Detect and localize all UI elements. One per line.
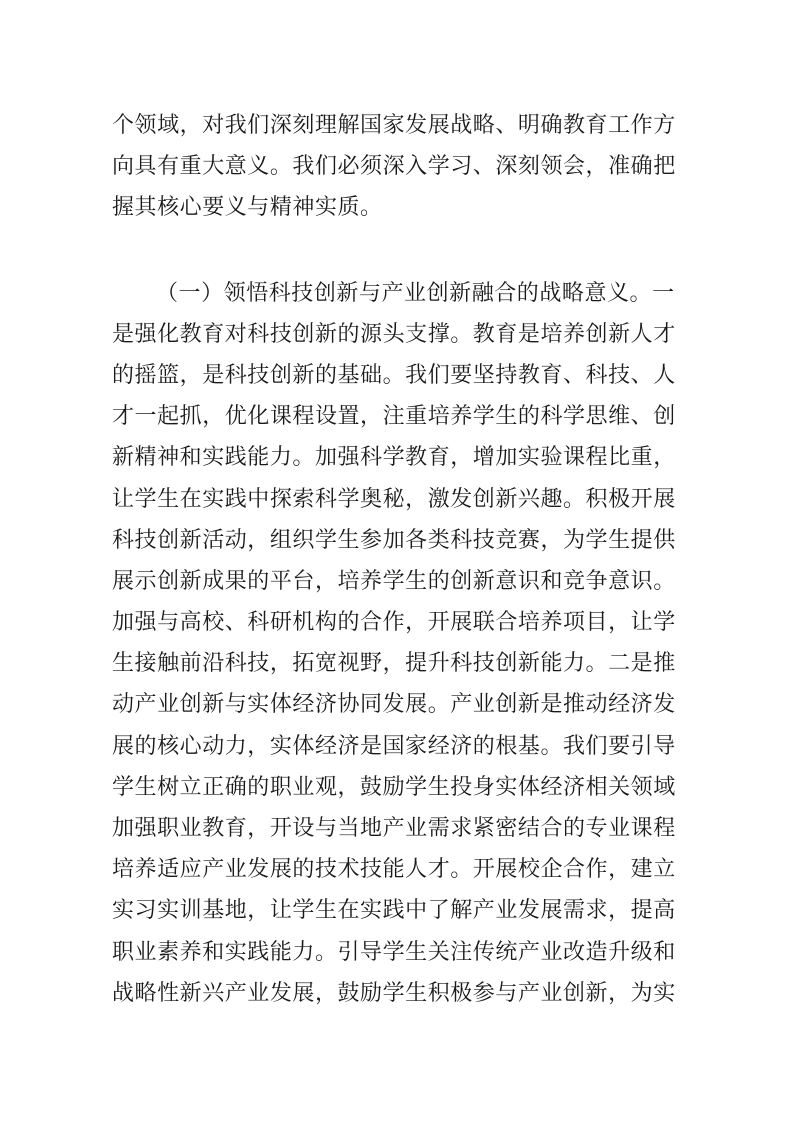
text-line: 培养适应产业发展的技术技能人才。开展校企合作，建立 <box>112 856 676 882</box>
paragraph <box>112 272 678 1013</box>
text-line: 实习实训基地，让学生在实践中了解产业发展需求，提高 <box>112 897 676 923</box>
text-line: 加强与高校、科研机构的合作，开展联合培养项目，让学 <box>112 609 676 635</box>
text-line: 动产业创新与实体经济协同发展。产业创新是推动经济发 <box>112 691 676 717</box>
text-line: 让学生在实践中探索科学奥秘，激发创新兴趣。积极开展 <box>112 485 676 511</box>
text-line: 科技创新活动，组织学生参加各类科技竞赛，为学生提供 <box>112 526 676 552</box>
text-line: 是强化教育对科技创新的源头支撑。教育是培养创新人才 <box>112 320 676 346</box>
text-line: 的摇篮，是科技创新的基础。我们要坚持教育、科技、人 <box>112 361 676 387</box>
document-content <box>112 104 678 1013</box>
text-line: 职业素养和实践能力。引导学生关注传统产业改造升级和 <box>112 938 676 964</box>
text-line: 展的核心动力，实体经济是国家经济的根基。我们要引导 <box>112 732 676 758</box>
text-line: 展示创新成果的平台，培养学生的创新意识和竞争意识。 <box>112 567 676 593</box>
text-line: 加强职业教育，开设与当地产业需求紧密结合的专业课程 <box>112 815 676 840</box>
text-line: 向具有重大意义。我们必须深入学习、深刻领会，准确把 <box>112 153 676 179</box>
text-line: 新精神和实践能力。加强科学教育，增加实验课程比重， <box>112 444 676 470</box>
text-line: 学生树立正确的职业观，鼓励学生投身实体经济相关领域 <box>112 773 676 799</box>
text-line: 才一起抓，优化课程设置，注重培养学生的科学思维、创 <box>112 403 676 429</box>
text-line: 战略性新兴产业发展，鼓励学生积极参与产业创新，为实 <box>112 979 676 1005</box>
text-line: 个领域，对我们深刻理解国家发展战略、明确教育工作方 <box>112 112 676 137</box>
paragraph <box>112 104 678 228</box>
text-line: 握其核心要义与精神实质。 <box>112 194 383 220</box>
text-line: 生接触前沿科技，拓宽视野，提升科技创新能力。二是推 <box>112 650 676 676</box>
text-line: （一）领悟科技创新与产业创新融合的战略意义。一 <box>156 279 675 305</box>
